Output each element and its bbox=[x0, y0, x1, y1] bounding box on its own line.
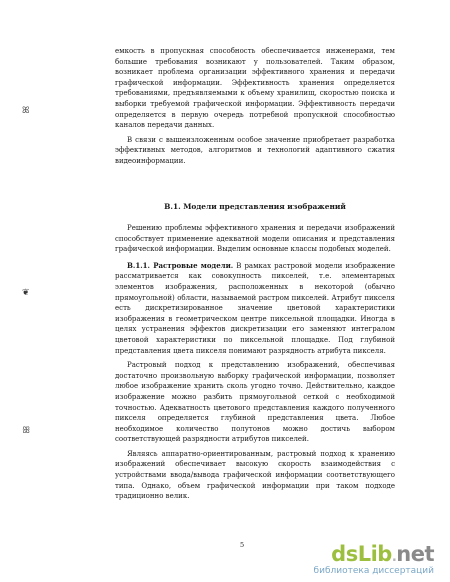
watermark-logo: dsLib.net bbox=[331, 542, 434, 566]
paragraph: емкость в пропускная способность обеспечивается инженерами, тем большие требования возникают у пользователей. Таким образом, возникает проблема организации эффективного хранения и передачи графической информации. Эффективность хранения определяется требованиями, предъявляемыми к объему хранилищ, скоростью поиска и выборки требуемой графической информации. Эффективность передачи определяется в первую очередь потребной пропускной способностью каналов передачи данных. bbox=[115, 47, 395, 130]
paragraph: Растровый подход к представлению изображений, обеспечивая достаточно произвольную выборку графической информации, позволяет любое изображение хранить сколь угодно точно. Действительно, каждое изображение можно разбить прямоугольной сеткой с необходимой точностью. Адекватность цветового представления каждого полученного пикселя определяется глубиной представления цвета. Любое необходимое количество полутонов можно достичь выбором соответствующей разрядности атрибутов пикселей. bbox=[115, 361, 395, 444]
margin-mark-icon: ꕥ bbox=[22, 426, 31, 436]
subsection-text: В рамках растровой модели изображение рассматривается как совокупность пикселей, т.е. элементарных элементов изображения, расположенных в некоторой (обычно прямоугольной) области, называемой растром пикселей. Атрибут пикселя есть дискретизированное значение цветовой характеристики изображения в геометрическом центре пиксельной площадки. Иногда в целях устранения эффектов дискретизации его заменяют интегралом цветовой характеристики по пиксельной площадке. Под глубиной представления цвета пикселя понимают разрядность атрибута пикселя. bbox=[115, 261, 395, 355]
subsection-paragraph bbox=[115, 261, 395, 356]
margin-mark-icon: ꕤ bbox=[22, 106, 30, 116]
text-block-middle bbox=[115, 223, 395, 502]
watermark bbox=[298, 542, 438, 576]
margin-mark-icon: ❦ bbox=[22, 288, 30, 298]
text-block-top bbox=[115, 46, 395, 167]
section-heading: В.1. Модели представления изображений bbox=[164, 202, 346, 211]
page-number: 5 bbox=[240, 541, 245, 549]
paragraph: В связи с вышеизложенным особое значение приобретает разработка эффективных методов, алгоритмов и технологий адаптивного сжатия видеоинформации. bbox=[115, 135, 395, 165]
watermark-subtitle: библиотека диссертаций bbox=[313, 566, 434, 576]
paragraph: Являясь аппаратно-ориентированным, растровый подход к хранению изображений обеспечивает высокую скорость взаимодействия с устройствами ввода/вывода графической информации соответствующего типа. Однако, объем графической информации при таком подходе традиционно велик. bbox=[115, 449, 395, 501]
paragraph: Решению проблемы эффективного хранения и передачи изображений способствует применение адекватной модели описания и представления графической информации. Выделим основные классы подобных моделей. bbox=[115, 224, 395, 254]
subsection-heading: В.1.1. Растровые модели. bbox=[127, 260, 234, 270]
